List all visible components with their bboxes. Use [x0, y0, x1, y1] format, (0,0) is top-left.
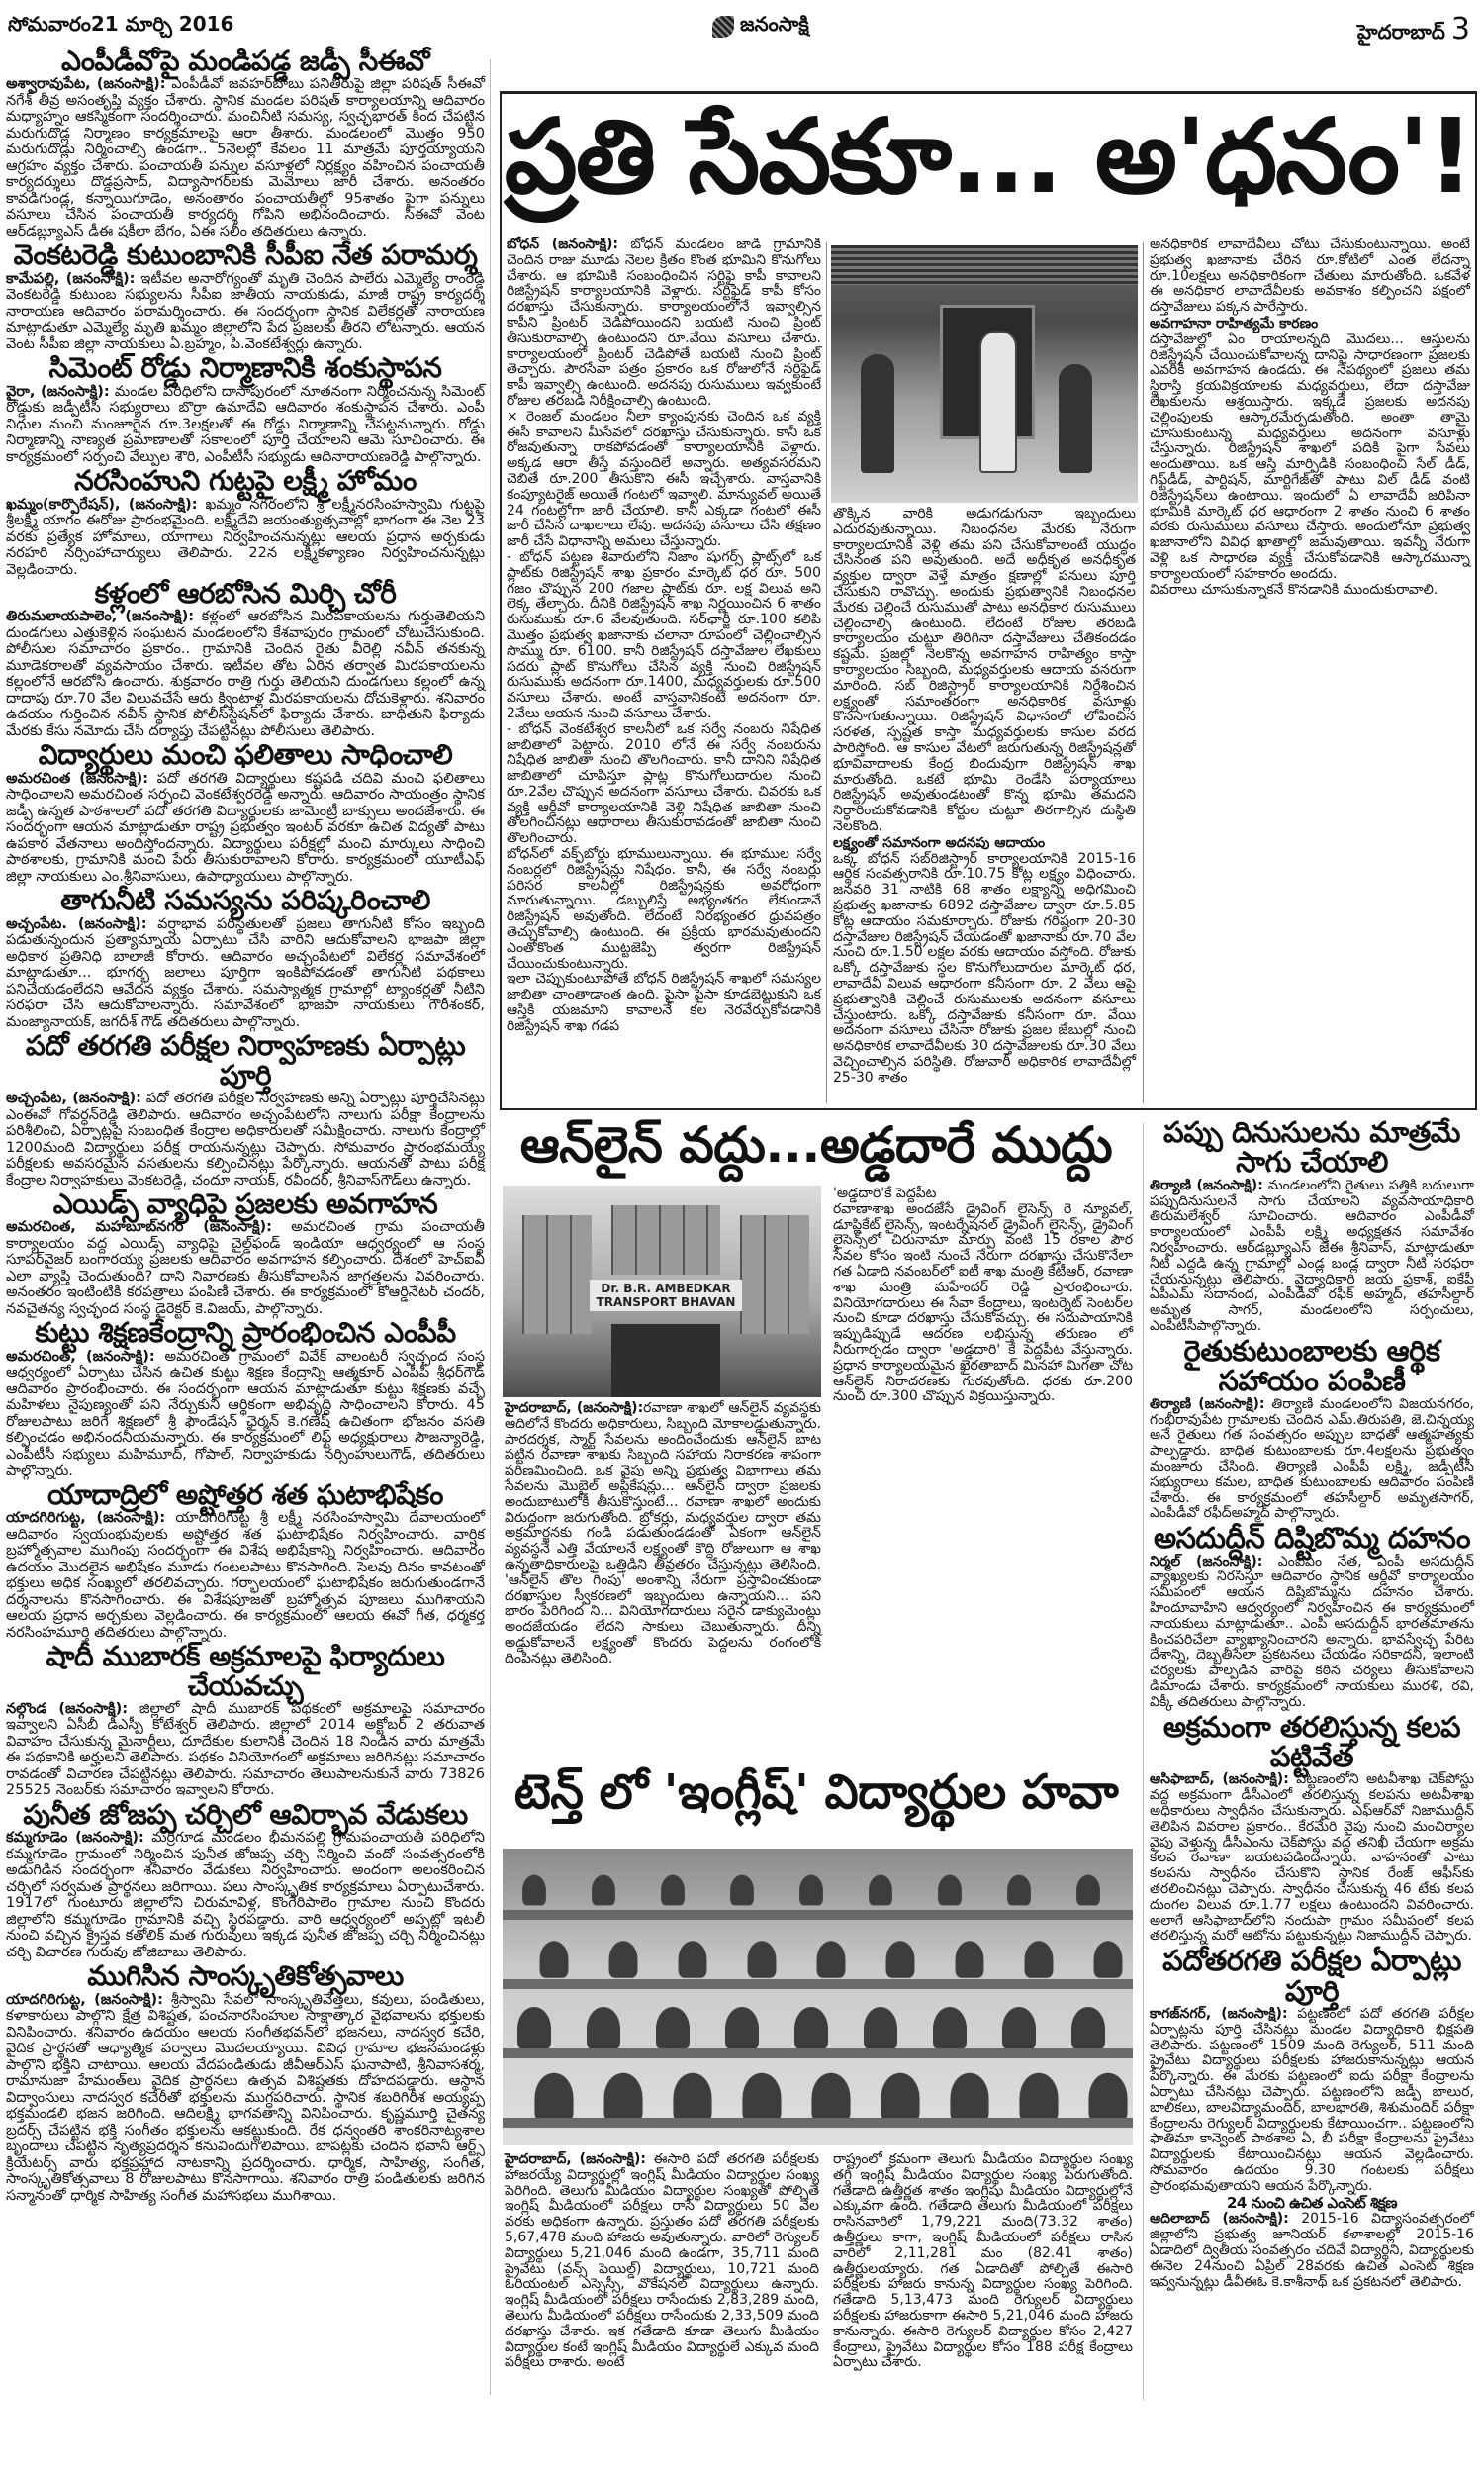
article: [6, 1031, 485, 1189]
dateline: వైరా, (జనంసాక్షి):: [6, 383, 110, 400]
online-story-col-2: [833, 1186, 1133, 1405]
column-rule: [826, 242, 827, 1103]
registration-office-photo: [831, 245, 1138, 503]
student-figure: [673, 2073, 711, 2124]
subheading: 'అడ్డదారి'కే పెద్దపీట: [833, 1186, 937, 1201]
student-figure: [534, 2073, 573, 2124]
paragraph: ఇలా చెప్పుకుంటూపోతే బోధన్ రిజిస్ట్రేషన్ శాఖలో సమస్యల జాబితా చాంతాడాంత ఉంది. పైసా పైసా కూడబెట్టుకుని ఒక ఆస్తికి యజమాని కావాలనే కల నెరవేర్చుకోవడానికి రిజిస్ట్రేషన్ శాఖ గడప: [507, 971, 821, 1034]
logo-icon: [712, 16, 734, 38]
subheadline: 24 నుంచి ఉచిత ఎంసెట్ శిక్షణ: [1226, 2193, 1398, 2212]
article-body: మండల పరిధిలోని దాసాపురంలో నూతనంగా నిర్మించనున్న సిమెంట్ రోడ్డుకు జడ్పీటీసీ సభ్యురాలు బొర్రా ఉమాదేవి ఆదివారం శంకుస్థాపన చేశారు. ఎంపీ నిధుల నుంచి మంజూరైన రూ.3లక్షలతో ఈ రోడ్డు నిర్మాణాన్ని చేపట్టనున్నారు. రోడ్డు నిర్మాణాన్ని నాణ్యత ప్రమాణాలతో సకాలంలో పూర్తి చేయాలని ఆమె సూచించారు. ఈ కార్యక్రమంలో సర్పంచి వేల్పుల శౌరి, ఎంపీటీసీ సభ్యుడు ఆదినారాయణరెడ్డి పాల్గొన్నారు.: [6, 383, 486, 465]
student-figure: [956, 1941, 984, 1977]
headline: పప్పు దినుసులను మాత్రమే సాగు చేయాలి: [1163, 1115, 1460, 1180]
headline: ముగిసిన సాంస్కృతికోత్సవాలు: [87, 1959, 404, 1993]
paragraph: రవాణాశాఖ అందజేసే డ్రైవింగ్ లైసెన్స్ రె న్యూవల్, డూప్లికేట్ లైసెన్స్, ఇంటర్నేషనల్ డ్రైవింగ్ లైసెన్స్, డ్రైవింగ్ లైసెన్స్‌లో చిరునామా మార్పు వంటి 15 రకాల పౌర సేవల కోసం ఇంటి నుంచే నేరుగా దరఖాస్తు చేసుకొనేలా గత ఏడాది నవంబర్‌లో ఐటీ శాఖ మంత్రి కేటీఆర్, రవాణా శాఖ మంత్రి మహేందర్ రెడ్డి ప్రారంభించారు. వినియోగదారులు ఈ సేవా కేంద్రాలు, ఇంటర్నెట్ సెంటర్‌ల నుంచి కూడా దరఖాస్తు చేసుకోవచ్చు. ఈ సదుపాయానికి ఇప్పుడిప్పుడే ఆదరణ లభిస్తున్న తరుణం లో నీరుగార్చడం ద్వారా 'అడ్డదారి' కే పెద్దపీట వేస్తున్నారు. ప్రధాన కార్యాలయమైన ఖైరతాబాద్ మినహా మిగతా చోట ఆన్‌లైన్ నిరాదరణకు గురవుతోంది. ధరకు రూ.200 నుంచి రూ.300 చొప్పున విక్రయిస్తున్నారు.: [833, 1200, 1133, 1405]
headline: పదోతరగతి పరీక్షల ఏర్పాట్లు పూర్తి: [1162, 1944, 1461, 2008]
student-figure: [661, 1875, 685, 1906]
tenth-headline: టెన్త్ లో 'ఇంగ్లీష్' విద్యార్థుల హవా: [513, 1764, 1119, 1820]
article-body: పదో తరగతి విద్యార్థులు కష్టపడి చదివి మంచి ఫలితాలు సాధించాలని అమరచింత సర్పంచి వెంకటేశ్వరరెడ్డి అన్నారు. ఆదివారం సాయంత్రం స్థానిక జడ్పీ ఉన్నత పాఠశాలలో పదో తరగతి విద్యార్థులకు జామెంట్రీ బాక్సులు అందజేశారు. ఈ సందర్భంగా ఆయన మాట్లాడుతూ రాష్ట్ర ప్రభుత్వం ఇంటర్ వరకూ ఉచిత విద్యతో పాటు ఉపకార వేతనాలు అందిస్తోందన్నారు. విద్యార్థులు పరీక్షల్లో మంచి మార్కులు సాధించి పాఠశాలకు, గ్రామానికి మంచి పేరు తీసుకురావాలని కోరారు. కార్యక్రమంలో యూటీఎఫ్ జిల్లా నాయకులు ఎం.శ్రీనివాసులు, ఉపాధ్యాయులు పాల్గొన్నారు.: [6, 770, 486, 885]
article: [6, 353, 485, 465]
article: [6, 579, 485, 739]
student-figure: [1019, 2073, 1058, 2124]
dateline: తిర్యాణి (జనంసాక్షి):: [1150, 1177, 1263, 1193]
student-figure: [656, 2007, 690, 2050]
article: [6, 1189, 485, 1317]
paragraph: - బోధన్ వెంకటేశ్వర కాలనీలో ఒక సర్వే నంబరు నిషేధిత జాబితాలో పెట్టారు. 2010 లోనే ఈ సర్వే నంబరును నిషేధిత జాబితా నుంచి తొలగించారు. కానీ దానిని నిషేధిత జాబితాలో చూపిస్తూ ప్లాట్ల కొనుగోలుదారుల నుంచి రూ.2వేల చొప్పున అదనంగా వసూలు చేశారు. చివరకు ఒక వ్యక్తి ఆర్డీవో కార్యాలయానికి వెళ్లి నిషేధిత జాబితా నుంచి తొలగించినట్లు ఆధారాలు తీసుకురావడంతో జాబితా నుంచి తొలగించారు.: [507, 720, 821, 847]
dateline: నల్గొండ (జనంసాక్షి):: [6, 1700, 129, 1717]
student-figure: [742, 2073, 781, 2124]
desk-row: [503, 2048, 1133, 2058]
headline: పునీత జోజప్ప చర్చిలో ఆవిర్భావ వేడుకలు: [23, 1797, 468, 1831]
paragraph: బోధన్ మండలం జాడి గ్రామానికి చెందిన రాజు మూడు నెలల క్రితం కొంత భూమిని కొనుగోలు చేశారు. ఆ భూమికి సంబంధించిన సర్టిఫై కాపీ కావాలని రిజిస్ట్రేషన్ కార్యాలయానికి వెళ్లారు. సర్టిఫైడ్ కాపీ కోసం దరఖాస్తు చేసుకున్నారు. కార్యాలయంలోనే ఇవ్వాల్సిన కాపీని ప్రింటర్ చెడిపోయిందని బయటి నుంచి ప్రింట్ తీసుకురావాల్సి ఉంటుందని రూ.వేయి వసూలు చేశారు. కార్యాలయంలో ప్రింటర్ చెడిపోతే బయటి నుంచి ప్రింట్ తెచ్చారు. పౌరసేవా పత్రం ప్రకారం ఒక రోజులోనే సర్టిఫైడ్ కాపీ ఇవ్వాల్సి ఉంటుంది. అదనపు రుసుములు ఇవ్వకుంటే రోజుల తరబడి నిరీక్షించాల్సి ఉంటుంది.: [507, 237, 821, 409]
article-body: వర్షాభావ పరిస్థితులతో ప్రజలు తాగునీటి కోసం ఇబ్బంది పడుతున్నందున ప్రత్యామ్నాయ ఏర్పాటు చేసి వారిని ఆదుకోవాలని భాజపా జిల్లా అధికార ప్రతినిధి బాలాజీ కోరారు. ఆదివారం అచ్చంపేటలో విలేకర్ల సమావేశంలో మాట్లాడుతూ... భూగర్భ జలాలు పూర్తిగా ఇంకిపోవడంతో తాగునీటి పథకాలు పనిచేయడంలేదని ఆవేదన వ్యక్తం చేశారు. సమస్యాత్మక గ్రామాల్లో ట్యాంకర్లతో నీటిని సరఫరా చేసి ఆదుకోవాలన్నారు. సమావేశంలో భాజపా నాయకులు గౌరీశంకర్, మంజ్యానాయక్, జగదీశ్ గౌడ్ తదితరులు పాల్గొన్నారు.: [6, 915, 486, 1030]
article-body: అమరచింత గ్రామ పంచాయతీ కార్యాలయం వద్ద ఎయిడ్స్ వ్యాధిపై చైల్డ్‌ఫండ్ ఇండియా ఆధ్వర్యంలో ఆ సంస్థ సూపర్‌వైజర్ బంగారయ్య ప్రజలకు ఆదివారం అవగాహన కల్పించారు. దేశంలో హెచ్ఐవీ ఎలా వ్యాప్తి చెందుతుంది? దాని నివారణకు తీసుకోవాలసిన జాగ్రత్తలను వివరించారు. అనంతరం ఇంటింటికి కరపత్రాలు పంపిణీ చేశారు. ఈ కార్యక్రమంలో కోఆర్డినేటర్ చందర్, నవచైతన్య స్వచ్ఛంద సంస్థ డైరెక్టర్ కె.విజయ్, పాల్గొన్నారు.: [6, 1219, 486, 1317]
headline: అక్రమంగా తరలిస్తున్న కలప పట్టివేత: [1162, 1709, 1461, 1773]
article: [6, 1642, 485, 1799]
subheading: లక్ష్యంతో సమానంగా అదనపు ఆదాయం: [833, 834, 1046, 851]
dateline: అశ్వారావుపేట, (జనంసాక్షి):: [6, 76, 166, 93]
paragraph: తొక్కిన వారికి అడుగడుగునా ఇబ్బందులు ఎదురవుతున్నాయి. నిబంధనల మేరకు నేరుగా కార్యాలయానికి వెళ్లి తమ పని చేసుకోవాలంటే యుద్ధం చేసినంత పని అవుతుంది. అదే అధీకృత అనధీకృత వ్యక్తుల ద్వారా వెళ్తే మాత్రం క్షణాల్లో పనులు పూర్తి చేసుకుని రావొచ్చు. అందుకు ప్రభుత్వానికి నిబంధనల మేరకు చెల్లించే రుసుముతో పాటు అనధికార రుసుములు చెల్లించాల్సి ఉంటుంది. లేదంటే రోజుల తరబడి కార్యాలయం చుట్టూ తిరిగినా దస్తావేజులు చేతికందడం కష్టమే. ప్రజల్లో నెలకొన్న అవగాహన రాహిత్యం కాస్తా కార్యాలయం సిబ్బంది, మధ్యవర్తులకు ఆదాయ వనరుగా మారింది. సబ్ రిజిస్ట్రార్ కార్యాలయానికి నిర్దేశించిన లక్ష్యంతో సమాంతరంగా అనధికారిక వసూళ్లు కొనసాగుతున్నాయి. రిజిస్ట్రేషన్ విధానంలో లోపించిన సరళత, స్పష్టత కాస్తా మధ్యవర్తులకు కాసుల వరద పారిస్తోంది. ఆ కాసుల వేటలో జరుగుతున్న రిజిస్ట్రేషన్లతో భూవివాదాలకు కేంద్ర బిందువుగా రిజిస్ట్రేషన్ శాఖ మారుతోంది. ఒకటే భూమి రెండేసి పర్యాయాలు రిజిస్ట్రేషన్ అవుతుండటంతో కొన్న భూమి తమదని నిర్ధారించుకోవడానికి కోర్టుల చుట్టూ తిరగాల్సిన దుస్థితి నెలకొంది.: [833, 506, 1136, 834]
student-figure: [794, 2007, 828, 2050]
article-body: పదో తరగతి పరీక్షల నిర్వహణకు అన్ని ఏర్పాట్లు పూర్తిచేసినట్లు ఎంఈవో గోవర్ధన్‌రెడ్డి తెలిపారు. ఆదివారం అచ్చంపేటలోని నాలుగు పరీక్షా కేంద్రాలను పరిశీలించి, ఏర్పాట్లపై సంబంధిత కేంద్రాల అధికారులతో సమీక్షించారు. నాలుగు కేంద్రాల్లో 1200మంది విద్యార్థులు పరీక్ష రాయనున్నట్లు చెప్పారు. సోమవారం ప్రారంభమయ్యే పరీక్షలకు అవసరమైన వసతులను కల్పించినట్లు పేర్కొన్నారు. ఆయనతో పాటు పరీక్ష కేంద్రాల నిర్వాహకులు వెంకటరెడ్డి, చందూ నాయక్, రవీందర్, శ్రీనివాస్‌గౌడ్‌లు ఉన్నారు.: [6, 1091, 485, 1189]
building-sign: Dr. B.R. AMBEDKAR TRANSPORT BHAVAN: [590, 1280, 742, 1311]
student-figure: [1002, 2007, 1036, 2050]
dateline: ఆసిఫాబాద్, (జనంసాక్షి):: [1150, 1771, 1289, 1788]
article: [6, 1318, 485, 1478]
dateline: తిర్యాణి (జనంసాక్షి):: [1150, 1395, 1265, 1412]
student-figure: [1007, 1875, 1031, 1906]
lead-story-col-3: [1150, 238, 1470, 598]
page-number: 3: [1450, 12, 1470, 47]
student-figure: [799, 1875, 823, 1906]
student-figure: [1094, 1941, 1123, 1977]
student-figure: [886, 1941, 915, 1977]
headline: ఎంపీడీవోపై మండిపడ్డ జడ్పీ సీఈవో: [60, 45, 430, 77]
headline: అసదుద్దీన్ దిష్టిబొమ్మ దహనం: [1153, 1521, 1471, 1556]
student-figure: [817, 1941, 846, 1977]
dateline: నిర్మల్ (జనంసాక్షి):: [1150, 1553, 1263, 1570]
left-column: [6, 46, 485, 2204]
headline: విద్యార్థులు మంచి ఫలితాలు సాధించాలి: [38, 738, 453, 772]
article: [1150, 1946, 1474, 2194]
paragraph: బోధన్‌లో వక్ఫ్‌బోర్డు భూములున్నాయి. ఈ భూముల సర్వే నంబర్లలో రిజిస్ట్రేషన్లు నిషేధం. కానీ, ఈ సర్వే నంబర్లు పరిసర కాలనీల్లో రిజిస్ట్రేషన్లకు అవరోధంగా మారుతున్నాయి. డబ్బులిస్తే అభ్యంతరం లేకుండానే రిజిస్ట్రేషన్ అవుతోంది. లేదంటే నిరభ్యంతర ధ్రువపత్రం తెచ్చుకోవాల్సి ఉంటుంది. ఈ ప్రక్రియ భారమవుతుందని ఎంతోకొంత ముట్టజెప్పి త్వరగా రిజిస్ట్రేషన్ చేయించుకుంటున్నారు.: [507, 846, 821, 972]
article-body: మర్రిగూడ మండలం భీమనపల్లి గ్రామపంచాయతీ పరిధిలోని కమ్మగూడెం గ్రామంలో నిర్మించిన పునీత జోజప్ప చర్చి నిర్మించి వందో సంవత్సరంలోకి అడుగిడిన సందర్భంగా శనివారం వేడుకలు నిర్వహించారు. అందంగా అలంకరించిన చర్చిలో సర్వమత ప్రార్థనలు జరిగాయి. పలు సాంస్కృతిక కార్యక్రమాలు ఏర్పాటుచేశారు. 1917లో గుంటూరు జిల్లాలోని చిరుమావిళ్ల, కొంగేరిపాలెం గ్రామాల నుంచి కొందరు జిల్లాలోని కమ్మగూడెం గ్రామానికి వచ్చి స్థిరపడ్డారు. వారి ఆధ్వర్యంలో అప్పట్లో ఇటలీ నుంచి వచ్చిన క్రైస్తవ కతోలిక్ మత గురువులు ఇక్కడ పునీత జోజప్ప చర్చి నిర్మించినట్లు చర్చి విచారణ గురువు జోజిబాబు తెలిపారు.: [6, 1830, 485, 1960]
lead-story-col-1: [507, 238, 821, 1035]
desk-row: [503, 1910, 1133, 1920]
paragraph: × రెంజల్ మండలం నీలా క్యాంపునకు చెందిన ఒక వ్యక్తి ఈసీ కావాలని మీసేవలో దరఖాస్తు చేసుకున్నారు. కానీ ఒక రోజవుతున్నా రాకపోవడంతో కార్యాలయానికి వెళ్లారు. అక్కడ ఆరా తీస్తే వస్తుందిలే అన్నారు. అత్యవసరమని చెబితే రూ.200 తీసుకొని ఈసీ ఇచ్చేశారు. వాస్తవానికి కంప్యూటరైజ్ అయితే గంటలో ఇవ్వాలి. మాన్యువల్ అయితే 24 గంటల్లోగా జారీ చేయాలి. కానీ ఎక్కడా గంటలో ఈసీ జారీ చేసిన దాఖలాలు లేవు. అదనపు వసూలు చేసి తక్షణం జారీ చేసే విధానాన్ని అమలు చేస్తున్నారు.: [507, 408, 821, 550]
dateline: అచ్చంపేట. (జనంసాక్షి):: [6, 915, 147, 932]
student-figure: [517, 2007, 551, 2050]
transport-bhavan-photo: [503, 1186, 821, 1397]
dateline: హైదరాబాద్, (జనంసాక్షి):: [505, 1400, 644, 1416]
dateline: అచ్చంపేట, (జనంసాక్షి):: [6, 1091, 141, 1107]
column-rule: [490, 59, 491, 2395]
article: [6, 466, 485, 578]
dateline: బోధన్ (జనంసాక్షి):: [507, 237, 619, 252]
student-figure: [1071, 2007, 1105, 2050]
student-figure: [587, 2007, 620, 2050]
headline: తాగునీటి సమస్యను పరిష్కరించాలి: [60, 884, 430, 917]
headline: నరసింహుని గుట్టపై లక్ష్మీ హోమం: [74, 464, 417, 498]
article-body: శ్రీస్వామి సేవలో సాంస్కృతివేత్తలు, కవులు, పండితులు, కళాకారులు పాల్గొని క్షేత్ర విశిష్టత, పంచనారసింహుల సాక్షాత్కార వైభవాలను భక్తులకు వినిపించారు. శనివారం ఉదయం ఆలయ సంగీతభవన్‌లో భజనలు, నాదస్వర కచేరి, వైదిక ప్రార్థనతో ఆధ్యాత్మిక పర్వాలు మొదలయ్యాయి. వివిధ గ్రామాల భజనమండళ్లు పాల్గొని భక్తిని చాటాయి. ఆలయ వేదపండితుడు జీవీఆర్ఎస్ ఘనాపాటి, శ్రీనివాసశర్మ, రామానుజా హేమంత్‌లు వైదిక ప్రార్థనలు ఉత్సవ విశిష్టతకు దోహదపడ్డారు. ఆస్థాన విద్వాంసులు నాదస్వర కచేరీతో భక్తులను ముగ్ధపరిచారు. స్థానిక శబరిగిరీశ అయ్యప్ప భక్తమండలి భజన జరిగింది. ఆదిలక్ష్మి భాగవతాన్ని వినిపించారు. కృష్ణమూర్తి చైతన్య బ్రదర్స్ చేపట్టిన భక్తి సంగీతం భక్తులను ఆకట్టుకుంది. రేక ధన్వంతరి శాంకరినాట్యశాల బృందాలు చేపట్టిన నృత్యప్రదర్శన కనువిందుగొలిపాయి. బాపట్లకు చెందిన భవానీ ఆర్ట్స్ క్రియేటర్స్ వారు భక్తప్రహ్లాద నాటకాన్ని ప్రదర్శించారు. ధార్మిక, సాహిత్య, సంగీత, సాంస్కృతికోత్సవాలు 8 రోజులపాటు కొనసాగాయి. శనివారం రాత్రి పండితులకు జరిగిన సన్మానంతో ధార్మిక సాహిత్య సంగీత మహాసభలు ముగిశాయి.: [6, 1991, 485, 2204]
headline: షాదీ ముబారక్ అక్రమాలపై ఫిర్యాదులు చేయవచ్చు: [46, 1640, 445, 1702]
article-body: యాదగిరిగుట్ట శ్రీ లక్ష్మీ నరసింహస్వామి దేవాలయంలో ఆదివారం స్వయంభువులకు అష్టోత్తర శత ఘటాభిషేకం నిర్వహించారు. వార్షిక బ్రహ్మోత్సవాల ముగింపు సందర్భంగా ఈ విశేష అభిషేకాన్ని నిర్వహించారు. ఆదివారం ఉదయం మొదలైన అభిషేకం మూడు గంటలపాటు కొనసాగింది. సెలవు దినం కావటంతో భక్తులు అధిక సంఖ్యలో తరలివచ్చారు. గర్భాలయంలో ఘటాభిషేకం జరుగుతుండగానే దర్శనాలను కొనసాగించారు. ఈ విశేషపూజతో బ్రహ్మోత్సవ పూజలు ముగిశాయని ఆలయ ప్రధాన అర్చకులు వెల్లడించారు. ఈ కార్యక్రమంలో ఆలయ ఈవో గీత, ధర్మకర్త నరసింహమూర్తి తదితరులు పాల్గొన్నారు.: [6, 1510, 486, 1641]
dateline: యాదగిరిగుట్ట, (జనంసాక్షి):: [6, 1991, 163, 2008]
article: [6, 1797, 485, 1960]
student-figure: [540, 1941, 569, 1977]
article-body: కళ్లంలో ఆరబోసిన మిరపకాయలను గుర్తుతెలియని దుండగులు ఎత్తుకెళ్లిన సంఘటన మండలంలోని కేశవాపురం గ్రామంలో చోటుచేసుకుంది. పోలీసుల సమాచారం ప్రకారం.. గ్రామానికి చెందిన రైతు వీరెల్లి నవీన్ తనకున్న మూడెకరాలతో వ్యవసాయం చేశారు. ఇటీవల తోట ఏరిన తర్వాత మిరపకాయలను కల్లంలోనే ఆరబోసి ఉంచారు. శుక్రవారం రాత్రి గుర్తు తెలియని దుండగులు కల్లంలో ఉన్న దాదాపు రూ.70 వేల విలువచేసే ఆరు క్వింటాళ్ల మిరపకాయలను దోచుకెళ్లారు. శనివారం ఉదయం గుర్తించిన నవీన్ స్థానిక పోలీస్‌స్టేషన్‌లో ఫిర్యాదు చేశారు. బాధితుని ఫిర్యాదు మేరకు కేసు నమోదు చేసి దర్యాప్తు చేపట్టినట్లు పోలీసులు తెలిపారు.: [6, 609, 486, 739]
student-figure: [603, 2073, 642, 2124]
student-figure: [592, 1875, 615, 1906]
paragraph: వివరాలు చూసుకున్నాకనే కొనడానికి ముందుకురావాలి.: [1150, 581, 1438, 598]
online-headline: ఆన్‌లైన్ వద్దు...అడ్డదారే ముద్దు: [519, 1116, 1113, 1174]
article-body: ఎంఐఎం నేత, ఎంపీ అసదుద్దీన్ వ్యాఖ్యలకు నిరసిస్తూ ఆదివారం స్థానిక ఆర్డీవో కార్యాలయం సమీపంలో ఆయన దిష్టిబొమ్మను దహనం చేశారు. హిందూవాహిని ఆధ్వర్యంలో నిర్వహించిన ఈ కార్యక్రమంలో నాయకులు మాట్లాడుతూ.. ఎంపీ అసదుద్దీన్ భారతమాతను కించపరిచేలా వ్యాఖ్యానించారని అన్నారు. భావస్వేచ్ఛ పేరిట దేశాన్ని, దెబ్బతీసేలా ప్రకటనలు చేయడం సరికాదని, ఇలాంటి చర్యలకు పాల్పడిన వారిపై కఠిన చర్యలు తీసుకోవాలని డిమాండు చేశారు. కార్యక్రమంలో నాయకులు మురళి, రవి, విక్కీ తదితరులు పాల్గొన్నారు.: [1150, 1553, 1474, 1710]
online-story-col-1: [505, 1401, 821, 1667]
paragraph: దస్తావేజుల్లో ఏం రాయాలన్నది మొదలు... ఆస్తులను రిజిస్ట్రేషన్ చేయించుకోవాలన్న దానిపై సాధారణంగా ప్రజలకు ఎవరికీ అవగాహన ఉండదు. ఈ నేపథ్యంలో ప్రజలు తమ స్థిరాస్తి క్రయవిక్రయాలకు మధ్యవర్తులు, లేదా దస్తావేజు లేఖకులను ఆశ్రయిస్తారు. ఇక్కడే ప్రజలకు అదనపు చెల్లింపులకు ఆస్కారమేర్పడుతోంది. అంతా తామై చూసుకుంటున్న మధ్యవర్తులు అదనంగా వసూళ్లు చేస్తున్నారు. రిజిస్ట్రేషన్ శాఖలో పదికి పైగా సేవలు అందుతాయి. ఒక ఆస్తి మార్పిడికి సంబంధించి సేల్ డీడ్, గిఫ్ట్‌డీడ్, పార్టిషన్, మార్టిగేజ్‌తో పాటు విల్ డీడ్ వంటి రిజిస్ట్రేషన్‌లు ఉంటాయి. ఇందులో ఏ లావాదేవీ జరిపినా భూమికి మార్కెట్ ధర ఆధారంగా 2 శాతం నుంచి 6 శాతం వరకు రుసుములు వసూలు చేస్తారు. అందులోనూ ప్రభుత్వ ఖజానాలోని వివిధ ఖాతాల్లో జమవుతాయి. ఇవన్నీ నేరుగా వెళ్లి ఒక సాధారణ వ్యక్తి చేసుకోవడానికి ఆస్కారమున్నా కార్యాలయంలో సహకారం అందదు.: [1150, 331, 1470, 582]
headline: సిమెంట్ రోడ్డు నిర్మాణానికి శంకుస్థాపన: [48, 351, 442, 385]
article: [1150, 2193, 1475, 2291]
article: [1150, 1333, 1475, 1522]
lead-headline: ప్రతి సేవకూ... అ'ధనం'!: [504, 96, 1473, 217]
column-rule: [1143, 242, 1144, 1103]
headline: పదో తరగతి పరీక్షల నిర్వాహణకు ఏర్పాట్లు పూర్తి: [25, 1029, 466, 1092]
right-column: [1150, 1116, 1474, 2290]
student-figure: [730, 1875, 754, 1906]
headline: వెంకటరెడ్డి కుటుంబానికి సీపీఐ నేత పరామర్శ: [13, 238, 478, 272]
dateline: తిరుమలాయపాలెం, (జనంసాక్షి):: [6, 609, 195, 625]
dateline: అమరచింత, (జనంసాక్షి):: [6, 1348, 155, 1365]
student-figure: [748, 1941, 777, 1977]
masthead-logo: [712, 12, 809, 41]
student-figure: [522, 1875, 546, 1906]
paragraph: రాష్ట్రంలో క్రమంగా తెలుగు మీడియం విద్యార్థుల సంఖ్య తగ్గి ఇంగ్లిష్ మీడియం విద్యార్థుల సంఖ్య పెరుగుతోంది. గతేడాది ఉత్తీర్ణత శాతం ఇంగ్లిషు మీడియం విద్యార్థుల్లోనే ఎక్కువగా ఉంది. గతేడాది తెలుగు మీడియంలో పరీక్షలు రాసినవారిలో 1,79,221 మంది(73.32 శాతం) ఉత్తీర్ణులు కాగా, ఇంగ్లిష్ మీడియంలో పరీక్షలు రాసిన వారిలో 2,11,281 మం (82.41 శాతం) ఉత్తీర్ణులయ్యారు. గత ఏడాదితో పోల్చితే ఈసారి పరీక్షలకు హాజరు కానున్న విద్యార్థుల సంఖ్య పెరిగింది. గతేడాది 5,13,473 మంది రెగ్యులర్ విద్యార్థులు పరీక్షలకు హాజరుకాగా ఈసారి 5,21,046 మంది హాజరు కానున్నారు. ఈసారి రెగ్యులర్ విద్యార్థుల కోసం 2,427 కేంద్రాలు, ప్రైవేటు విద్యార్థుల కోసం 188 పరీక్ష కేంద్రాలు ఏర్పాటు చేశారు.: [833, 2151, 1133, 2371]
student-figure: [938, 1875, 962, 1906]
edition-name: హైదరాబాద్: [1356, 20, 1445, 44]
article-body: ఎంపీడీవో జవహర్‌బాబు పనితీరుపై జిల్లా పరిషత్ సీఈవో నగేశ్ తీవ్ర అసంతృప్తి వ్యక్తం చేశారు. స్థానిక మండల పరిషత్ కార్యాలయాన్ని ఆదివారం మధ్యాహ్నం ఆకస్మికంగా సందర్శించారు. మంచినీటి సమస్య, స్వచ్ఛభారత్ కింద చేపట్టిన మరుగుదొడ్ల నిర్మాణం కార్యక్రమాలపై ఆరా తీశారు. మండలంలో మొత్తం 950 మరుగుదొడ్లు నిర్మించాల్సి ఉండగా.. 5నెలల్లో కేవలం 11 మాత్రమే పూర్తయ్యాయని ఆగ్రహం వ్యక్తం చేశారు. పంచాయతీ పన్నుల వసూళ్లలో నిర్లక్ష్యం వహించిన పంచాయతీ కార్యదర్శులు దొడ్డప్రసాద్, విద్యాసాగర్‌లకు మెమోలు జారీ చేశారు. అనంతరం కావడిగుండ్ల, కన్నాయిగూడెం, అనంతారం పంచాయతీల్లో 95శాతం పైగా పన్నులు వసూలు చేసిన పంచాయతీ కార్యదర్శి గోపిని అభినందించారు. సీఈవో వెంట ఆర్‌డబ్ల్యూఎస్ డీఈ షకీలా బేగం, ఏఈ సలీం తదితరులు ఉన్నారు.: [6, 76, 485, 239]
headline: యాదాద్రిలో అష్టోత్తర శత ఘటాభిషేకం: [46, 1477, 443, 1511]
dateline: ఖమ్మం(కార్పొరేషన్), (జనంసాక్షి):: [6, 496, 198, 513]
article: [6, 1477, 486, 1641]
issue-date: సోమవారం21 మార్చి 2016: [8, 12, 234, 36]
article-body: పట్టణంలోని అటవీశాఖ చెక్‌పోస్టు వద్ద అక్రమంగా డీసీఎంలో తరలిస్తున్న కలపను అటవీశాఖ అధికారులు స్వాధీనం చేసుకున్నారు. ఎఫ్ఆర్‌వో నిజాముద్దీన్ తెలిపిన వివరాల ప్రకారం.. కేరమేరి వైపు నుంచి మంచిర్యాల వైపు వెళ్తున్న డీసీఎంను చెక్‌పోస్టు వద్ద తనిఖీ చేయగా అక్రమ కలప రవాణా బయటపడిందన్నారు. వాహనంతో పాటు కలపను స్వాధీనం చేసుకొని స్థానిక రేంజ్ ఆఫీస్‌కు తరలించినట్లు చెప్పారు. స్వాధీనం చేసుకున్న 46 టేకు కలప దుంగల విలువ రూ.1.77 లక్షలు ఉంటుందని వివరించారు. అలాగే ఆసిఫాబాద్‌లోని నందుపా గ్రామం సమీపంలో కలప తరలిస్తున్న మరో ఆటోను పట్టుకున్నట్లు నిజాముద్దీన్ చెప్పారు.: [1150, 1771, 1474, 1945]
article: [1150, 1117, 1474, 1335]
article: [1150, 1709, 1474, 1946]
article: [6, 740, 485, 885]
student-figure: [725, 2007, 759, 2050]
exam-hall-photo: [503, 1849, 1133, 2145]
student-figure: [864, 2007, 897, 2050]
headline: కళ్లంలో ఆరబోసిన మిర్చి చోరీ: [94, 577, 397, 611]
article: [1150, 1523, 1474, 1710]
student-figure: [1076, 1875, 1100, 1906]
paragraph: రవాణా శాఖలో ఆన్‌లైన్ వ్యవస్థకు ఆదిలోనే కొందరు అధికారులు, సిబ్బంది మోకాలడ్డుతున్నారు. పారదర్శక, స్మార్ట్ సేవలను అందించేందుకు ఆన్‌లైన్ బాట పట్టిన రవాణా శాఖకు సిబ్బంది సహాయ నిరాకరణ శాపంగా పరిణమించింది. ఒక వైపు అన్ని ప్రభుత్వ విభాగాలు తమ సేవలను మొబైల్ అప్లికేషన్లు... ఆన్‌లైన్ ద్వారా ప్రజలకు అందుబాటులోకి తీసుకొస్తుంటే... రవాణా శాఖలో అందుకు విరుద్ధంగా జరుగుతోంది. బ్రోకర్లు, మధ్యవర్తుల ద్వారా తమ అక్రమార్జనకు గండి పడుతుండడంతో ఏకంగా ఆన్‌లైన్ వ్యవస్థనే ఎత్తి వేయాలనే లక్ష్యంతో కొద్ది రోజులుగా ఆ శాఖ ఉన్నతాధికారులపై ఒత్తిడిని తీవ్రతరం చేస్తున్నట్లు తెలిసింది. 'ఆన్‌లైన్ తొల గింపు' అంశాన్ని నేరుగా ప్రస్తావించకుండా దరఖాస్తుల స్వీకరణలో ఇబ్బందులు ఉన్నాయని... పని భారం పెరిగింద ని... వినియోగదారులు సరైన డాక్యుమెంట్లు అందజేయడం లేదని సాకులు చెబుతున్నారు. దీన్ని అడ్డుకోవాలనే లక్ష్యంతో కొందరు పెద్దలను రంగంలోకి దింపినట్లు తెలిసింది.: [505, 1400, 821, 1666]
dateline: అమరచింత (జనంసాక్షి):: [6, 770, 148, 787]
headline: కుట్టు శిక్షణకేంద్రాన్ని ప్రారంభించిన ఎంపీపీ: [35, 1316, 456, 1350]
article-body: జిల్లాలో షాదీ ముబారక్ పథకంలో అక్రమాలపై సమాచారం ఇవ్వాలని ఏసీబీ డీఎస్పీ కోటేశ్వర్ తెలిపారు. జిల్లాలో 2014 అక్టోబర్ 2 తరువాత వివాహం చేసుకున్న మైనార్టీలు, దూదేకుల కులానికి చెందిన 18 నిండిన వారు మాత్రమే ఈ పథకానికి అర్హులని తెలిపారు. పథకం వినియోగంలో అక్రమాలు జరిగినట్లు సమాచారం రావడంతో విచారణ చేపట్టినట్లు తెలిపారు. సమాచారం తెలుపాలనుకునే వారు 73826 25525 నెంబర్‌కు సమాచారం ఇవ్వాలని కోరారు.: [6, 1700, 486, 1799]
student-figure: [609, 1941, 638, 1977]
article-body: తిర్యాణి మండలంలోని విజయనగరం, గంభీరావుపేట గ్రామాలకు చెందిన ఎమ్.తిరుపతి, జె.చిన్నయ్య అనే రైతులు గత సంవత్సరం అప్పుల బాధతో ఆత్మహత్యకు పాల్పడ్డారు. బాధిత కుటుంబాలకు రూ.4లక్షలను ప్రభుత్వం మంజూరు చేసింది. తిర్యాణి ఎంపీపీ లక్ష్మి, జడ్పీటీసీ సభ్యురాలు కమల, బాధిత కుటుంబాలకు ఆదివారం పంపిణీ చేశారు. ఈ కార్యక్రమంలో తహసీల్దార్ అమృతసాగర్, ఎంపీడీవో రఫీద్‌అహ్మద్ పాల్గొన్నారు.: [1150, 1395, 1475, 1522]
lead-story-col-2: [833, 507, 1136, 1086]
article-body: పట్టణంలో పదో తరగతి పరీక్షల ఏర్పాట్లను పూర్తి చేసినట్లు మండల విద్యాధికారి భిక్షపతి తెలిపారు. పట్టణంలో 1509 మంది రెగ్యులర్, 511 మంది ప్రైవేటు విద్యార్థులు పరీక్షలకు హాజరుకానున్నట్లు ఆయన పేర్కొన్నారు. ఈ మేరకు పట్టణంలో ఐదు పరీక్షా కేంద్రాలను ఏర్పాటు చేసినట్లు చెప్పారు. పట్టణంలోని జడ్పీ బాలుర, బాలికలు, బాలవిద్యామందిర్, బాలభారతి, శిశుమందిర్ పరీక్షా కేంద్రాలను రెగ్యులర్ విద్యార్థులకు కేటాయించగా.. పట్టణంలోని ఫాతిమా కాన్వెంట్ పాఠశాల ఏ, బీ పరీక్షా కేంద్రాలను ప్రైవేటు విద్యార్థులకు కేటాయించినట్లు ఆయన వెల్లడించారు. సోమవారం ఉదయం 9.30 గంటలకు పరీక్షలు ప్రారంభమవుతాయని ఆయన పేర్కొన్నారు.: [1150, 2006, 1475, 2194]
dateline: యాదగిరిగుట్ట, (జనంసాక్షి):: [6, 1510, 166, 1527]
dateline: అమరచింత, మహబూబ్‌నగర్ (జనంసాక్షి):: [6, 1219, 272, 1236]
article: [6, 886, 485, 1030]
student-figure: [881, 2073, 919, 2124]
paragraph: - బోధన్ పట్టణ శివారులోని నిజాం షుగర్స్ ప్లాట్స్‌లో ఒక ప్లాట్‌కు రిజిస్ట్రేషన్ శాఖ ప్రకారం మార్కెట్ ధర రూ. 500 గజం చొప్పున 200 గజాల ప్లాట్‌కు రూ. లక్ష విలువ అని లెక్క తేల్చారు. దీనికి రిజిస్ట్రేషన్ శాఖ నిర్ణయించిన 6 శాతం రుసుముకు రూ.6 వేలవుతుంది. సర్‌ఛార్జీ రూ.100 కలిపి మొత్తం ప్రభుత్వ ఖజానాకు చలానా రూపంలో చెల్లించాల్సిన సొమ్ము రూ. 6100. కానీ రిజిస్ట్రేషన్ దస్తావేజుల లేఖకులు సదరు ప్లాట్ కొనుగోలు చేసిన వ్యక్తి నుంచి రిజిస్ట్రేషన్ రుసుముకు అదనంగా రూ.1400, మధ్యవర్తులకు రూ.500 వసూలు చేశారు. అంటే వాస్తవానికంటే అదనంగా రూ. 2వేలు ఆయన నుంచి వసూలు చేశారు.: [507, 548, 821, 721]
headline: ఎయిడ్స్ వ్యాధిపై ప్రజలకు అవగాహన: [52, 1188, 438, 1221]
article-body: ఇటీవల అనారోగ్యంతో మృతి చెందిన పాలేరు ఎమ్మెల్యే రాంరెడ్డి వెంకటరెడ్డి కుటుంబ సభ్యులను సీపీఐ జాతీయ నాయకుడు, మాజీ రాష్ట్ర కార్యదర్శి నారాయణ ఆదివారం పరామర్శించారు. ఈ సందర్భంగా స్థానిక విలేకర్లతో నారాయణ మాట్లాడుతూ ఎమ్మెల్యే మృతి ఖమ్మం జిల్లాలోని పేద ప్రజలకు తీరని లోటన్నారు. ఆయన వెంట సీపీఐ జిల్లా నాయకులు ఏ.బ్రహ్మం, పి.వెంకటేశ్వర్లు ఉన్నారు.: [6, 270, 486, 352]
student-figure: [811, 2073, 850, 2124]
paragraph: ఒక్క బోధన్ సబ్‌రిజిస్ట్రార్ కార్యాలయానికి 2015-16 ఆర్థిక సంవత్సరానికి రూ.10.75 కోట్ల లక్ష్యం విధించారు. జనవరి 31 నాటికి 68 శాతం లక్ష్యాన్ని అధిగమించి ప్రభుత్వ ఖజానాకు 6892 దస్తావేజుల ద్వారా రూ.5.85 కోట్ల ఆదాయం సమకూర్చారు. రోజుకు గరిష్ఠంగా 20-30 దస్తావేజుల రిజిస్ట్రేషన్ చేయడంతో ఖజానాకు రూ.70 వేల నుంచి రూ.1.50 లక్షల వరకు ఆదాయం వస్తోంది. రోజుకు ఒక్కో దస్తావేజుకు స్థల కొనుగోలుదారుల మార్కెట్ ధర, లావాదేవీ విలువ ఆధారంగా కనీసంగా రూ. 2 వేలు ఆపై ప్రభుత్వానికి చెల్లించే రుసుములకు అదనంగా వసూలు చేస్తుంటారు. ఒక్కో దస్తావేజుకు కనీసంగా రూ. వేయి అదనంగా వసూలు చేసినా రోజుకు ప్రజల జేబుల్లో నుంచి అనధికారిక లావాదేవీలకు 30 దస్తావేజులకు రూ.30 వేలు వెచ్చించాల్సిన పరిస్థితి. రోజువారీ అధికారిక లావాదేవీల్లో 25-30 శాతం: [833, 850, 1136, 1086]
headline: రైతుకుటుంబాలకు ఆర్థిక సహాయం పంపిణీ: [1183, 1333, 1440, 1398]
logo-text: జనంసాక్షి: [740, 12, 809, 36]
student-figure: [679, 1941, 707, 1977]
article-body: అమరచింత గ్రామంలో వివేక్ వాలంటరీ స్వచ్ఛంద సంస్థ ఆధ్వర్యంలో ఏర్పాటు చేసిన ఉచిత కుట్టు శిక్షణ కేంద్రాన్ని ఆత్మకూర్ ఎంపీపీ శ్రీధర్‌గౌడ్ ఆదివారం ప్రారంభించారు. ఈ సందర్భంగా ఆయన మాట్లాడుతూ కుట్టు శిక్షణకు వచ్చే మహిళలు నైపుణ్యంతో పని నేర్చుకుని ఆర్థికంగా అభివృద్ధి సాధించాలని కోరారు. 45 రోజులపాటు జరిగే శిక్షణలో శ్రీ ఫౌండేషన్ ఛైర్మన్ కె.గణేష్ ఉచితంగా భోజనం వసతి కల్పించడం అభినందనీయమన్నారు. ఈ కార్యక్రమంలో లిఫ్ట్ అధ్యక్షురాలు సౌజన్యారెడ్డి, ఎంపీటీసీ సభ్యులు మహిమూద్, గోపాల్, నిర్వాహకుడు నర్సింహులుగౌడ్, తదితరులు పాల్గొన్నారు.: [6, 1348, 485, 1479]
article: [6, 47, 485, 239]
tenth-story-col-1: [505, 2152, 819, 2371]
dateline: కమ్మగూడెం (జనంసాక్షి):: [6, 1830, 144, 1847]
subheading: అవగాహనా రాహిత్యమే కారణం: [1150, 315, 1319, 332]
desk-row: [503, 2118, 1133, 2128]
article-body: మండలంలోని రైతులు పత్తికి బదులుగా పప్పుదినుసులనే సాగు చేయాలని వ్యవసాయాధికారి తిరుమలేశ్వర్ సూచించారు. ఆదివారం ఎంపీడీవో కార్యాలయంలో ఎంపీపీ లక్ష్మి అధ్యక్షతన సమావేశం నిర్వహించారు. ఆర్‌డబ్ల్యూఎస్ జేఈ శ్రీనివాస్, మాట్లాడుతూ నీటి ఎద్దడి ఉన్న గ్రామాల్లో ఎండ్ల బండ్ల ద్వారా నీటి సరఫరా చేయనున్నట్లు తెలిపారు. వైద్యాధికారి జయ ప్రకాశ్, ఐకేపీ ఏపీఎమ్ సదానంద, ఎంపీడీవో రఫీక్ అహ్మద్, తహసీల్దార్ అమృత సాగర్, మండలంలోని సర్పంచులు, ఎంపీటీసీపాల్గొన్నారు.: [1150, 1177, 1474, 1335]
edition-label: [1357, 12, 1470, 48]
student-figure: [933, 2007, 967, 2050]
dateline: హైదరాబాద్, (జనంసాక్షి):: [505, 2151, 646, 2167]
student-figure: [950, 2073, 988, 2124]
dateline: కాగజ్‌నగర్, (జనంసాక్షి):: [1150, 2006, 1288, 2023]
student-figure: [1025, 1941, 1054, 1977]
article: [6, 240, 485, 352]
paragraph: అనధికారిక లావాదేవీలు చోటు చేసుకుంటున్నాయి. అంటే ప్రభుత్వ ఖజానాకు చేరిన రూ.కోటిలో ఎంత లేదన్నా రూ.10లక్షలు అనధికారికంగా చేతులు మారుతోంది. ఒకవేళ ఈ అనధికార లావాదేవీలకు అవకాశం కల్పించని పక్షంలో దస్తావేజులు పక్కన పారేస్తారు.: [1150, 237, 1470, 316]
article-body: ఖమ్మం నగరంలోని శ్రీ లక్ష్మీనరసింహస్వామి గుట్టపై శ్రీలక్ష్మీ యాగం ఈరోజు ప్రారంభమైంది. లక్ష్మీదేవి జయంత్యుత్సవాల్లో భాగంగా ఈ నెల 23 వరకు ప్రత్యేక హోమాలు, యాగాలు నిర్వహించనున్నట్లు ఆలయ ప్రధాన అర్చకుడు నరహరి నర్సింహాచార్యులు తెలిపారు. 22న లక్ష్మీకళ్యాణం నిర్వహించనున్నట్లు వెల్లడించారు.: [6, 496, 485, 578]
article-body: 2015-16 విద్యాసంవత్సరంలో జిల్లాలోని ప్రభుత్వ జూనియర్ కళాశాలల్లో 2015-16 ఏడాదిలో ద్వితీయ సంవత్సరం చదివే విద్యార్థిని, విద్యార్థులకు ఈనెల 24నుంచి ఏప్రిల్ 28వరకు ఉచిత ఎంసెట్ శిక్షణ ఇవ్వనున్నట్లు డీవీఈఓ కె.కాశీనాథ్ ఒక ప్రకటనలో తెలిపారు.: [1150, 2211, 1475, 2290]
dateline: కామేపల్లి, (జనంసాక్షి):: [6, 270, 136, 287]
column-rule: [1143, 1123, 1144, 2400]
dateline: ఆదిలాబాద్ (జనంసాక్షి):: [1150, 2211, 1289, 2228]
student-figure: [1088, 2073, 1127, 2124]
paragraph: ఈసారి పదో తరగతి పరీక్షలకు హాజరయ్యే విద్యార్థుల్లో ఇంగ్లిష్ మీడియం విద్యార్థుల సంఖ్య పెరిగింది. తెలుగు మీడియం విద్యార్థుల సంఖ్యతో పోల్చితే ఇంగ్లిష్ మీడియంలో పరీక్షలు రాసే విద్యార్థులు 50 వేల వరకు అధికంగా ఉన్నారు. ప్రస్తుతం పదో తరగతి పరీక్షలకు 5,67,478 మంది హాజరు అవుతున్నారు. వారిలో రెగ్యులర్ విద్యార్థులు 5,21,046 మంది ఉండగా, 35,711 మంది ప్రైవేటు (వన్స్ ఫెయిల్డ్) విద్యార్థులు, 10,721 మంది ఓరియంటల్ ఎస్సెస్సీ, వొకేషనల్ విద్యార్థులు ఉన్నారు. ఇంగ్లిష్ మీడియంలో పరీక్షలు రాసేందుకు 2,83,289 మంది, తెలుగు మీడియంలో పరీక్షలు రాసేందుకు 2,33,509 మంది దరఖాస్తు చేశారు. ఇక గతేడాది కూడా తెలుగు మీడియం విద్యార్థుల కంటే ఇంగ్లిష్ మీడియం విద్యార్థులే ఎక్కువ మంది పరీక్షలు రాశారు. అంటే: [505, 2151, 819, 2371]
tenth-story-col-2: [833, 2152, 1133, 2371]
article: [6, 1961, 485, 2204]
desk-row: [503, 1979, 1133, 1989]
student-figure: [869, 1875, 892, 1906]
